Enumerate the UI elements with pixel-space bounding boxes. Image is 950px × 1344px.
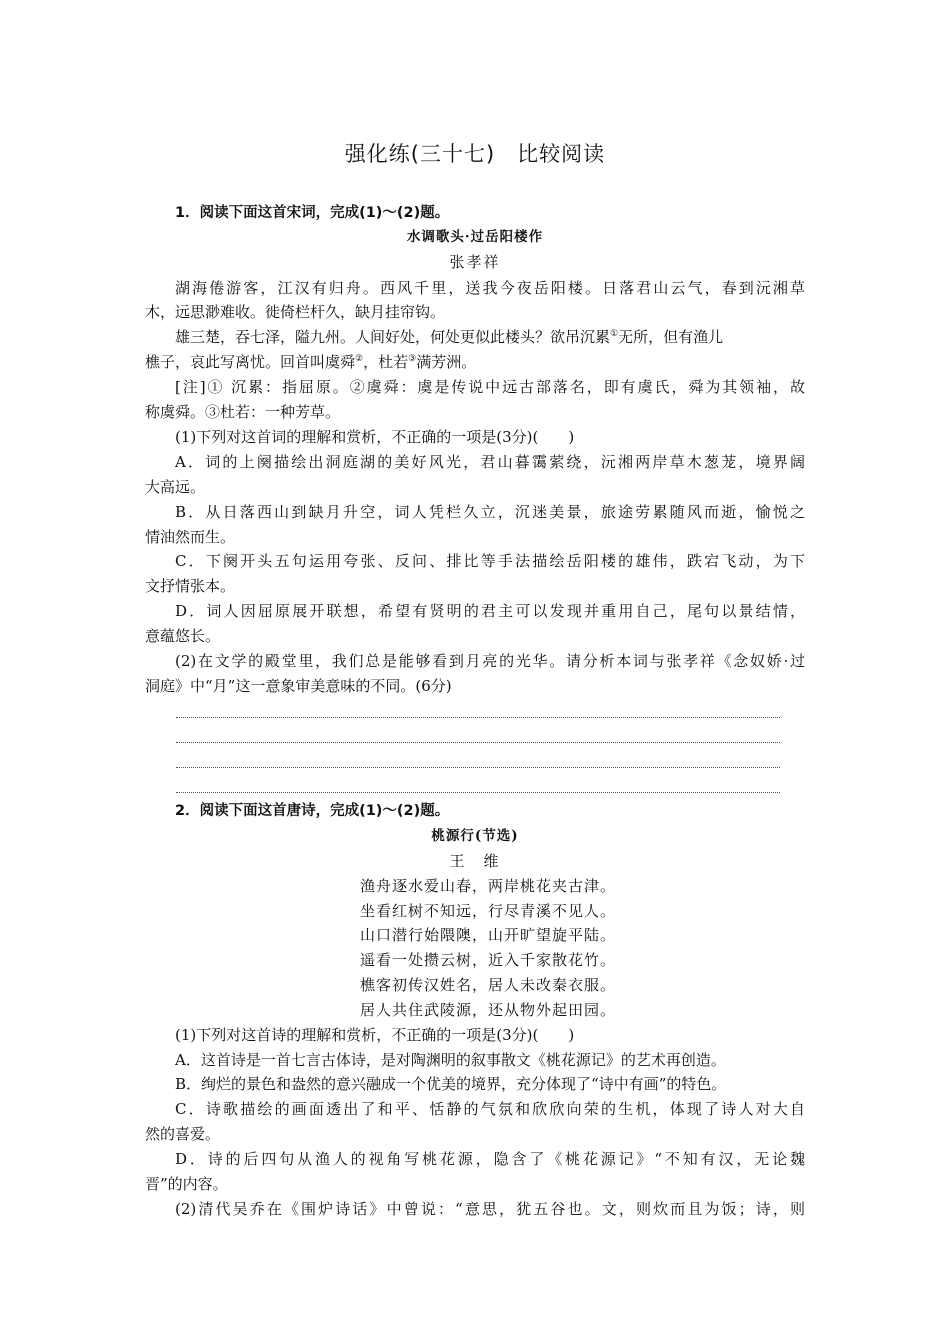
answer-line[interactable] xyxy=(176,742,780,743)
q2-prompt: 2．阅读下面这首唐诗，完成(1)～(2)题。 xyxy=(175,803,450,819)
q1-sub2-question-line1: (2)在文学的殿堂里，我们总是能够看到月亮的光华。请分析本词与张孝祥《念奴娇·过 xyxy=(175,652,805,670)
q1-option-d-line1: D．词人因屈原展开联想，希望有贤明的君主可以发现并重用自己，尾句以景结情， xyxy=(175,602,805,620)
q1-sub1-question: (1)下列对这首词的理解和赏析，不正确的一项是(3分)( ) xyxy=(175,428,575,446)
page-title: 强化练(三十七) 比较阅读 xyxy=(344,142,606,166)
q1-stanza2-line1: 雄三楚，吞七泽，隘九州。人间好处，何处更似此楼头？欲吊沉累①无所，但有渔儿 xyxy=(175,328,724,346)
answer-line[interactable] xyxy=(176,792,780,793)
q2-poem-line: 坐看红树不知远，行尽青溪不见人。 xyxy=(360,902,617,920)
q1-stanza1-line2: 木，远思渺难收。徙倚栏杆久，缺月挂帘钩。 xyxy=(145,303,446,321)
q1-note-line2: 称虞舜。③杜若：一种芳草。 xyxy=(145,403,341,421)
q1-option-c-line1: C．下阕开头五句运用夸张、反问、排比等手法描绘岳阳楼的雄伟，跌宕飞动，为下 xyxy=(175,552,805,570)
q2-sub2-question-line1: (2)清代吴乔在《围炉诗话》中曾说：“意思，犹五谷也。文，则炊而且为饭；诗，则 xyxy=(175,1200,805,1218)
q1-note-line1: [注]① 沉累：指屈原。②虞舜：虞是传说中远古部落名，即有虞氏，舜为其领袖，故 xyxy=(175,378,805,396)
answer-line[interactable] xyxy=(176,717,780,718)
q2-sub1-question: (1)下列对这首诗的理解和赏析，不正确的一项是(3分)( ) xyxy=(175,1026,575,1044)
q2-option-c-line1: C．诗歌描绘的画面透出了和平、恬静的气氛和欣欣向荣的生机，体现了诗人对大自 xyxy=(175,1100,805,1118)
q2-option-b: B．绚烂的景色和盎然的意兴融成一个优美的境界，充分体现了“诗中有画”的特色。 xyxy=(175,1075,727,1093)
q1-poem-title: 水调歌头·过岳阳楼作 xyxy=(406,229,544,245)
q1-stanza1-line1: 湖海倦游客，江汉有归舟。西风千里，送我今夜岳阳楼。日落君山云气，春到沅湘草 xyxy=(175,279,805,297)
q2-option-c-line2: 然的喜爱。 xyxy=(145,1125,221,1143)
q1-stanza2-line2: 樵子，哀此写离忧。回首叫虞舜②，杜若③满芳洲。 xyxy=(145,353,477,371)
q2-poem-line: 渔舟逐水爱山春，两岸桃花夹古津。 xyxy=(360,877,617,895)
q2-poem-author: 王 维 xyxy=(449,852,501,870)
q2-poem-line: 居人共住武陵源，还从物外起田园。 xyxy=(360,1001,617,1019)
q2-option-d-line1: D．诗的后四句从渔人的视角写桃花源，隐含了《桃花源记》“不知有汉，无论魏 xyxy=(175,1150,805,1168)
q1-option-c-line2: 文抒情张本。 xyxy=(145,577,236,595)
q1-sub2-question-line2: 洞庭》中“月”这一意象审美意味的不同。(6分) xyxy=(145,677,452,695)
q1-option-a-line2: 大高远。 xyxy=(145,478,206,496)
q2-poem-line: 樵客初传汉姓名，居人未改秦衣服。 xyxy=(360,976,617,994)
q1-poem-author: 张孝祥 xyxy=(449,253,501,271)
q1-option-b-line2: 情油然而生。 xyxy=(145,528,236,546)
q2-poem-title: 桃源行(节选) xyxy=(431,828,519,844)
q2-option-a: A．这首诗是一首七言古体诗，是对陶渊明的叙事散文《桃花源记》的艺术再创造。 xyxy=(175,1051,726,1069)
q2-option-d-line2: 晋”的内容。 xyxy=(145,1175,228,1193)
q2-poem-line: 山口潜行始隈隩，山开旷望旋平陆。 xyxy=(360,926,617,944)
q2-poem-line: 遥看一处攒云树，近入千家散花竹。 xyxy=(360,951,617,969)
q1-option-a-line1: A．词的上阕描绘出洞庭湖的美好风光，君山暮霭萦绕，沅湘两岸草木葱茏，境界阔 xyxy=(175,453,805,471)
q1-option-b-line1: B．从日落西山到缺月升空，词人凭栏久立，沉迷美景，旅途劳累随风而逝，愉悦之 xyxy=(175,503,805,521)
answer-line[interactable] xyxy=(176,767,780,768)
q1-option-d-line2: 意蕴悠长。 xyxy=(145,627,221,645)
q1-prompt: 1．阅读下面这首宋词，完成(1)～(2)题。 xyxy=(175,205,450,221)
